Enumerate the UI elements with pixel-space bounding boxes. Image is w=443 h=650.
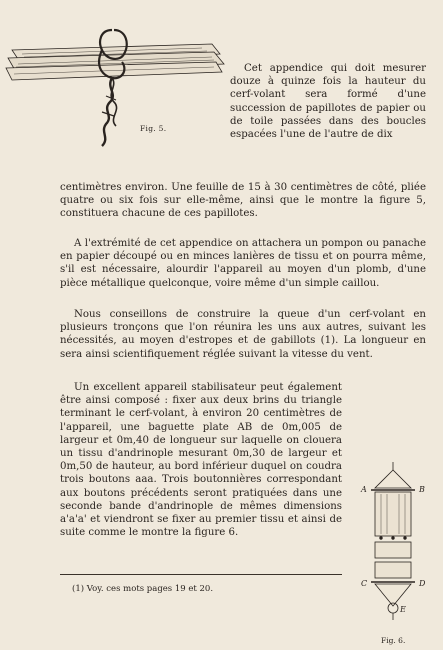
fig6-label-d: D bbox=[419, 579, 426, 588]
paragraph-3: Nous conseillons de construire la queue d'un cerf-volant en plusieurs tronçons que l'on réunira les uns aux autres, suivant les nécessités, au moyen d'estropes et de gabillots (1). La longueur en sera ainsi scientifiquement réglée suivant la vitesse du vent. bbox=[60, 309, 426, 360]
fig6-label-c: C bbox=[361, 579, 368, 588]
figure-5-folded-papillotes bbox=[2, 28, 227, 148]
figure-6-stabilizer-diagram bbox=[355, 460, 435, 635]
fig6-label-b: B bbox=[419, 485, 425, 494]
footnote-separator bbox=[60, 574, 342, 575]
figure-5-caption: Fig. 5. bbox=[140, 124, 167, 133]
paragraph-1-start: Cet appendice qui doit mesurer douze à quinze fois la hauteur du cerf-volant sera formé d'une succession de papillotes de papier ou de toile passées dans des boucles espacées l'une de l'autre de dix bbox=[230, 63, 426, 141]
paragraph-4: Un excellent appareil stabilisateur peut également être ainsi composé : fixer aux deux brins du triangle terminant le cerf-volant, à environ 20 centimètres de l'appareil, une baguette plate AB de 0m,005 de largeur et 0m,40 de longueur sur laquelle on clouera un tissu d'andrinople mesurant 0m,30 de largeur et 0m,50 de hauteur, au bord inférieur duquel on coudra trois boutons aaa. Trois boutonnières correspondant aux boutons précédents seront pratiquées dans une seconde bande d'andrinople de mêmes dimensions a'a'a' et viendront se fixer au premier tissu et ainsi de suite comme le montre la figure 6. bbox=[60, 382, 342, 539]
fig6-label-e: E bbox=[400, 605, 406, 614]
figure-6-caption: Fig. 6. bbox=[381, 636, 406, 645]
paragraph-2: A l'extrémité de cet appendice on attachera un pompon ou panache en papier découpé ou en minces lanières de tissu et on pourra même, s'il est nécessaire, alourdir l'appareil au moyen d'un plomb, d'une pièce métallique quelconque, voire même d'un simple caillou. bbox=[60, 238, 426, 289]
footnote: (1) Voy. ces mots pages 19 et 20. bbox=[72, 584, 214, 594]
paragraph-1-end: centimètres environ. Une feuille de 15 à 30 centimètres de côté, pliée quatre ou six fois sur elle-même, ainsi que le montre la figure 5, constituera chacune de ces papillotes. bbox=[60, 182, 426, 220]
fig6-label-a: A bbox=[361, 485, 367, 494]
